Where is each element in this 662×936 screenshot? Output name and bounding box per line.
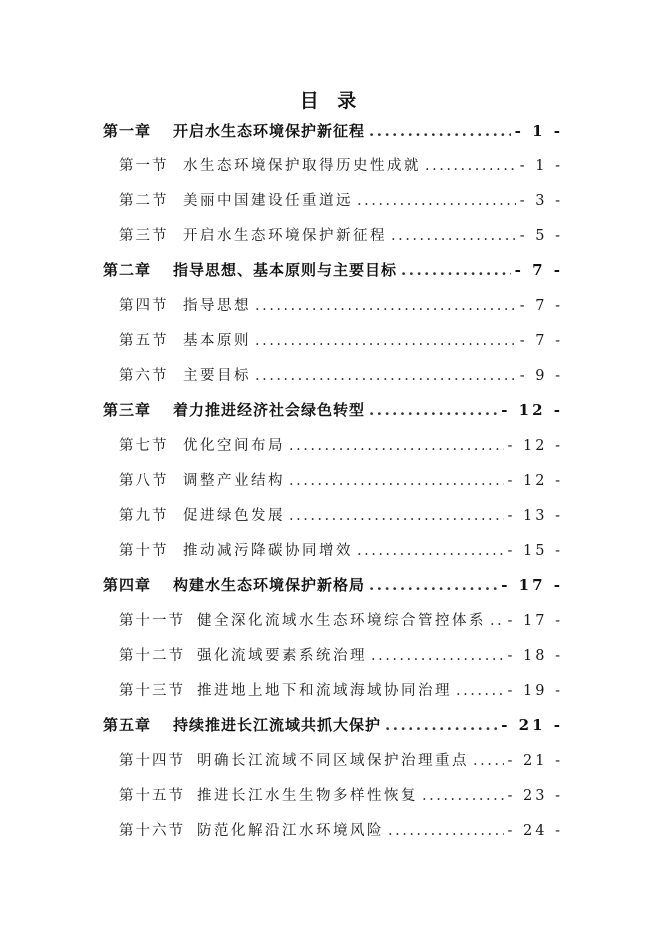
- entry-number: 第十二节: [119, 648, 185, 664]
- entry-label: 水生态环境保护取得历史性成就: [183, 158, 421, 174]
- leader-dots: [289, 473, 504, 489]
- entry-label: 着力推进经济社会绿色转型: [173, 401, 366, 419]
- entry-label: 指导思想: [183, 298, 251, 314]
- leader-dots: [391, 228, 516, 244]
- entry-page: - 24 -: [507, 823, 563, 839]
- toc-section-11[interactable]: [119, 609, 563, 631]
- toc-chapter-1[interactable]: [103, 120, 563, 142]
- entry-page: - 7 -: [519, 333, 563, 349]
- entry-number: 第十四节: [119, 753, 185, 769]
- entry-page: - 23 -: [507, 788, 563, 804]
- entry-number: 第九节: [119, 508, 169, 524]
- leader-dots: [289, 508, 504, 524]
- entry-number: 第十节: [119, 543, 169, 559]
- toc-chapter-2[interactable]: [103, 259, 563, 281]
- entry-number: 第十五节: [119, 788, 185, 804]
- toc-section-1[interactable]: [119, 154, 563, 176]
- toc-section-13[interactable]: [119, 679, 563, 701]
- entry-label: 主要目标: [183, 368, 251, 384]
- entry-label: 美丽中国建设任重道远: [183, 193, 353, 209]
- leader-dots: [357, 193, 516, 209]
- entry-page: - 3 -: [519, 193, 563, 209]
- entry-label: 促进绿色发展: [183, 508, 285, 524]
- toc-section-5[interactable]: [119, 329, 563, 351]
- entry-number: 第四节: [119, 298, 169, 314]
- leader-dots: [371, 648, 504, 664]
- toc-section-14[interactable]: [119, 749, 563, 771]
- entry-label: 强化流域要素系统治理: [197, 648, 367, 664]
- toc-chapter-3[interactable]: [103, 399, 563, 421]
- leader-dots: [255, 368, 516, 384]
- leader-dots: [255, 298, 516, 314]
- entry-page: - 12 -: [507, 438, 563, 454]
- entry-label: 指导思想、基本原则与主要目标: [173, 261, 398, 279]
- entry-label: 持续推进长江流域共抓大保护: [173, 716, 382, 734]
- entry-page: - 21 -: [501, 716, 563, 734]
- entry-page: - 1 -: [519, 158, 563, 174]
- leader-dots: [473, 753, 504, 769]
- entry-label: 推动减污降碳协同增效: [183, 543, 353, 559]
- entry-label: 构建水生态环境保护新格局: [173, 576, 366, 594]
- entry-page: - 5 -: [519, 228, 563, 244]
- entry-number: 第七节: [119, 438, 169, 454]
- entry-number: 第六节: [119, 368, 169, 384]
- entry-page: - 12 -: [507, 473, 563, 489]
- entry-page: - 19 -: [507, 683, 563, 699]
- leader-dots: [456, 683, 504, 699]
- toc-chapter-5[interactable]: [103, 714, 563, 736]
- entry-number: 第二节: [119, 193, 169, 209]
- entry-page: - 9 -: [519, 368, 563, 384]
- leader-dots: [255, 333, 516, 349]
- entry-page: - 17 -: [501, 576, 563, 594]
- toc-section-9[interactable]: [119, 504, 563, 526]
- entry-label: 基本原则: [183, 333, 251, 349]
- entry-number: 第十三节: [119, 683, 185, 699]
- toc-section-12[interactable]: [119, 644, 563, 666]
- entry-page: - 18 -: [507, 648, 563, 664]
- entry-page: - 12 -: [501, 401, 563, 419]
- entry-number: 第四章: [103, 576, 152, 594]
- entry-label: 开启水生态环境保护新征程: [183, 228, 387, 244]
- leader-dots: [357, 543, 504, 559]
- entry-page: - 7 -: [519, 298, 563, 314]
- entry-page: - 21 -: [507, 753, 563, 769]
- entry-number: 第五节: [119, 333, 169, 349]
- entry-number: 第二章: [103, 261, 152, 279]
- entry-number: 第一章: [103, 122, 152, 140]
- toc-section-7[interactable]: [119, 434, 563, 456]
- toc-section-16[interactable]: [119, 819, 563, 841]
- leader-dots: [369, 576, 497, 594]
- toc-title: 目 录: [299, 90, 363, 112]
- entry-number: 第十六节: [119, 823, 185, 839]
- entry-number: 第五章: [103, 716, 152, 734]
- entry-label: 防范化解沿江水环境风险: [197, 823, 384, 839]
- leader-dots: [369, 122, 511, 140]
- entry-label: 调整产业结构: [183, 473, 285, 489]
- toc-section-10[interactable]: [119, 539, 563, 561]
- entry-number: 第三节: [119, 228, 169, 244]
- leader-dots: [422, 788, 504, 804]
- entry-label: 明确长江流域不同区域保护治理重点: [197, 753, 469, 769]
- leader-dots: [388, 823, 504, 839]
- toc-section-8[interactable]: [119, 469, 563, 491]
- entry-page: - 13 -: [507, 508, 563, 524]
- entry-page: - 17 -: [507, 613, 563, 629]
- leader-dots: [289, 438, 504, 454]
- entry-label: 推进地上地下和流域海域协同治理: [197, 683, 452, 699]
- toc-section-15[interactable]: [119, 784, 563, 806]
- entry-label: 优化空间布局: [183, 438, 285, 454]
- leader-dots: [369, 401, 497, 419]
- leader-dots: [385, 716, 497, 734]
- toc-section-2[interactable]: [119, 189, 563, 211]
- entry-page: - 7 -: [514, 261, 563, 279]
- leader-dots: [401, 261, 511, 279]
- toc-section-3[interactable]: [119, 224, 563, 246]
- entry-label: 健全深化流域水生态环境综合管控体系: [197, 613, 486, 629]
- entry-number: 第三章: [103, 401, 152, 419]
- toc-section-4[interactable]: [119, 294, 563, 316]
- entry-label: 开启水生态环境保护新征程: [173, 122, 366, 140]
- leader-dots: [425, 158, 516, 174]
- entry-number: 第十一节: [119, 613, 185, 629]
- entry-label: 推进长江水生生物多样性恢复: [197, 788, 418, 804]
- leader-dots: [490, 613, 504, 629]
- entry-number: 第一节: [119, 158, 169, 174]
- entry-page: - 1 -: [514, 122, 563, 140]
- entry-number: 第八节: [119, 473, 169, 489]
- toc-chapter-4[interactable]: [103, 574, 563, 596]
- toc-section-6[interactable]: [119, 364, 563, 386]
- entry-page: - 15 -: [507, 543, 563, 559]
